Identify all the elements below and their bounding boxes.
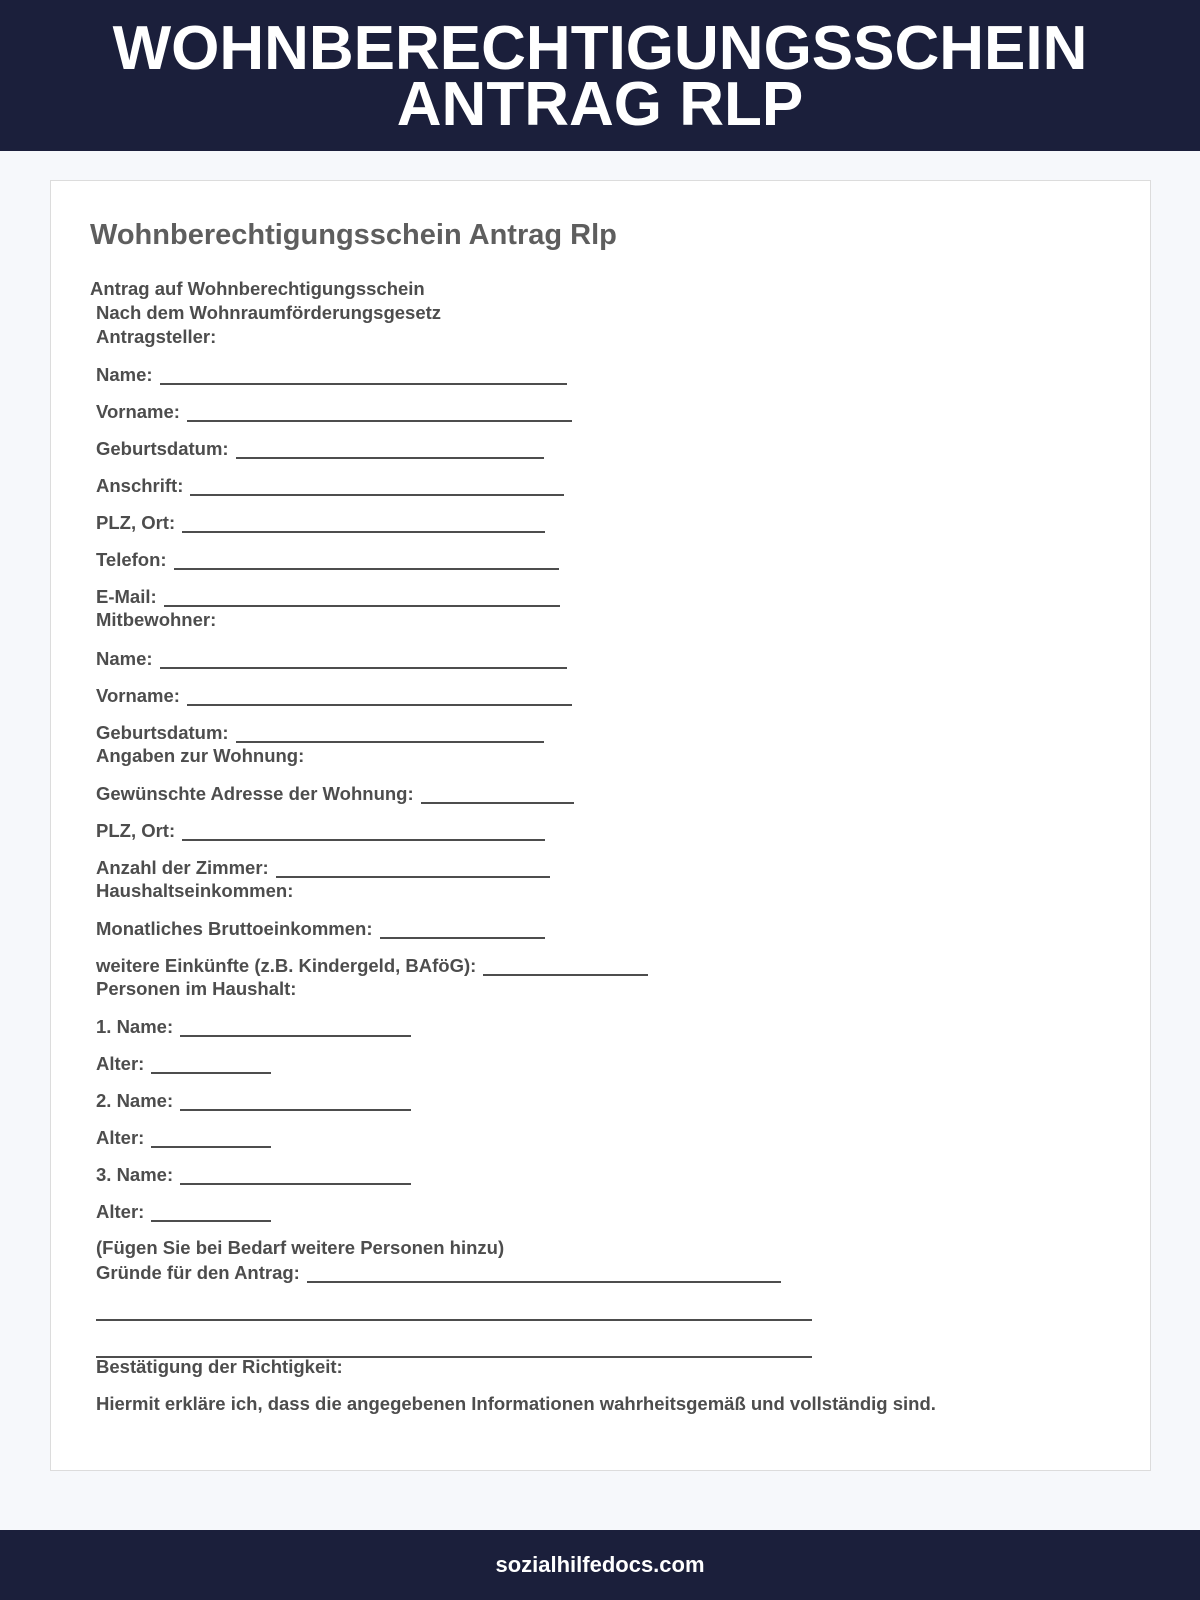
field-household-age-1 [96,1052,271,1075]
household-note: (Fügen Sie bei Bedarf weitere Personen hinzu) [96,1237,505,1258]
field-label: 1. Name: [96,1016,174,1037]
field-applicant-plz-ort [96,511,545,534]
field-label: Gründe für den Antrag: [96,1262,300,1283]
field-applicant-anschrift [96,474,564,497]
field-label: Geburtsdatum: [96,722,229,743]
gross-income-input-line[interactable] [380,921,545,939]
field-applicant-name [96,363,567,386]
header-title: WOHNBERECHTIGUNGSSCHEIN ANTRAG RLP [112,13,1088,139]
page-header [0,0,1200,151]
field-label: Anzahl der Zimmer: [96,857,269,878]
apartment-plz-ort-input-line[interactable] [182,823,545,841]
anschrift-input-line[interactable] [190,478,564,496]
field-household-age-2 [96,1126,271,1149]
field-apartment-address [96,782,574,805]
cohabitant-geburtsdatum-input-line[interactable] [236,725,544,743]
field-label: Geburtsdatum: [96,438,229,459]
field-label: E-Mail: [96,586,157,607]
name-input-line[interactable] [160,367,567,385]
field-label: Vorname: [96,401,180,422]
field-label: Name: [96,648,153,669]
field-household-name-1 [96,1015,411,1038]
field-label: 3. Name: [96,1164,174,1185]
person-3-age-input-line[interactable] [151,1204,271,1222]
field-label: Alter: [96,1127,145,1148]
field-label: weitere Einkünfte (z.B. Kindergeld, BAföG): [96,955,477,976]
field-apartment-rooms [96,856,550,879]
plz-ort-input-line[interactable] [182,515,545,533]
cohabitant-name-input-line[interactable] [160,651,567,669]
field-label: Telefon: [96,549,167,570]
page-footer [0,1530,1200,1600]
document-title: Wohnberechtigungsschein Antrag Rlp [90,219,617,251]
section-heading-applicant: Antragsteller: [96,326,217,347]
field-label: 2. Name: [96,1090,174,1111]
field-label: Vorname: [96,685,180,706]
document-card [50,180,1151,1471]
section-heading-income: Haushaltseinkommen: [96,880,294,901]
other-income-input-line[interactable] [483,958,648,976]
intro-line-2: Nach dem Wohnraumförderungsgesetz [96,302,442,323]
field-applicant-vorname [96,400,572,423]
section-heading-confirmation: Bestätigung der Richtigkeit: [96,1356,343,1377]
field-cohabitant-vorname [96,684,572,707]
intro-line-1: Antrag auf Wohnberechtigungsschein [90,278,425,299]
field-cohabitant-geburtsdatum [96,721,544,744]
field-household-name-3 [96,1163,411,1186]
person-1-name-input-line[interactable] [180,1019,411,1037]
reasons-input-line-1[interactable] [307,1265,781,1283]
field-label: Alter: [96,1053,145,1074]
footer-site-link[interactable]: sozialhilfedocs.com [495,1552,705,1577]
field-applicant-email [96,585,560,608]
person-2-name-input-line[interactable] [180,1093,411,1111]
field-reasons [96,1261,781,1284]
cohabitant-vorname-input-line[interactable] [187,688,572,706]
field-label: Monatliches Bruttoeinkommen: [96,918,373,939]
field-income-gross [96,917,545,940]
field-household-name-2 [96,1089,411,1112]
confirmation-statement: Hiermit erkläre ich, dass die angegebenen Informationen wahrheitsgemäß und vollständig sind. [96,1393,936,1414]
telefon-input-line[interactable] [174,552,559,570]
address-input-line[interactable] [421,786,574,804]
field-income-other [96,954,648,977]
field-household-age-3 [96,1200,271,1223]
reasons-extra-line-2 [96,1299,812,1322]
field-label: Anschrift: [96,475,184,496]
reasons-input-line-2[interactable] [96,1303,812,1321]
rooms-input-line[interactable] [276,860,550,878]
field-label: PLZ, Ort: [96,512,176,533]
section-heading-apartment: Angaben zur Wohnung: [96,745,305,766]
field-label: PLZ, Ort: [96,820,176,841]
field-label: Alter: [96,1201,145,1222]
field-applicant-geburtsdatum [96,437,544,460]
section-heading-household: Personen im Haushalt: [96,978,297,999]
field-cohabitant-name [96,647,567,670]
person-3-name-input-line[interactable] [180,1167,411,1185]
email-input-line[interactable] [164,589,560,607]
person-1-age-input-line[interactable] [151,1056,271,1074]
section-heading-cohabitant: Mitbewohner: [96,609,217,630]
geburtsdatum-input-line[interactable] [236,441,544,459]
field-applicant-telefon [96,548,559,571]
field-label: Name: [96,364,153,385]
vorname-input-line[interactable] [187,404,572,422]
field-label: Gewünschte Adresse der Wohnung: [96,783,414,804]
person-2-age-input-line[interactable] [151,1130,271,1148]
field-apartment-plz-ort [96,819,545,842]
